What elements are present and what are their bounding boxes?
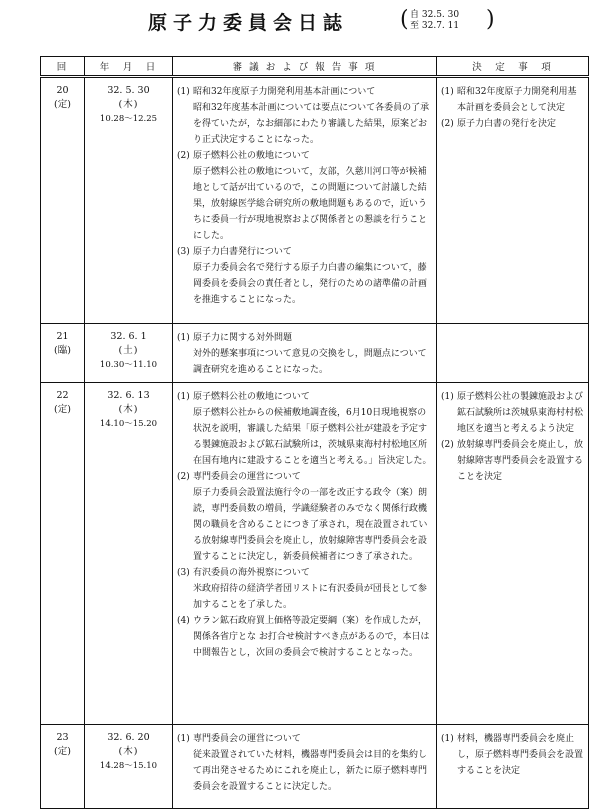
- page-header: 原子力委員会日誌 ( 自 32.5. 30 至 32.7. 11 ): [148, 7, 495, 34]
- matter-body: 原子燃料公社からの候補敷地調査後，6月10日現地視察の状況を説明，審議した結果「原子燃料公社が建設を予定する製錬施設および鉱石試験所は，茨城県東海村村松地区所在国有地内に建設することを適当と考える。」旨決定した。: [193, 408, 432, 466]
- header-session: 回: [41, 57, 85, 77]
- period-from: 32.5. 30: [421, 10, 460, 20]
- matter-item: (2) 原子燃料公社の敷地について: [177, 151, 310, 161]
- matter-body: 原子力委員会名で発行する原子力白書の編集について，藤岡委員を委員会の責任者とし，発行のための諸準備の計画を推進することになった。: [193, 263, 428, 305]
- session-date: 32. 6. 1: [110, 331, 147, 342]
- matter-item: (1) 専門委員会の運営について: [177, 734, 301, 744]
- session-time: 14.10～15.20: [99, 419, 158, 429]
- page-title: 原子力委員会日誌: [148, 12, 349, 34]
- session-cell: [41, 77, 85, 324]
- session-type: (定): [54, 746, 71, 757]
- session-time: 10.30～11.10: [99, 360, 158, 370]
- session-type: (定): [54, 99, 71, 110]
- matters-cell: [173, 324, 437, 383]
- matters-cell: [173, 77, 437, 324]
- session-date: 32. 6. 13: [107, 390, 150, 401]
- date-cell: [85, 725, 173, 809]
- period-to-label: 至: [410, 21, 420, 31]
- session-weekday: (木): [118, 404, 139, 415]
- session-cell: [41, 725, 85, 809]
- decisions-cell: [437, 77, 589, 324]
- session-weekday: (木): [118, 746, 139, 757]
- table-header-row: [41, 57, 589, 77]
- table-row: [41, 77, 589, 324]
- decision-item: (2) 放射線専門委員会を廃止し，放射線障害専門委員会を設置することを決定: [441, 440, 584, 482]
- session-weekday: (木): [118, 99, 139, 110]
- decision-item: (1) 原子燃料公社の製錬施設および鉱石試験所は茨城県東海村村松地区を適当と考えるよう決定: [441, 392, 584, 434]
- session-number: 21: [56, 331, 69, 342]
- decision-item: (2) 原子力白書の発行を決定: [441, 119, 557, 129]
- table-row: [41, 383, 589, 725]
- header-date: 年 月 日: [85, 57, 173, 77]
- header-matters: 審 議 お よ び 報 告 事 項: [173, 57, 437, 77]
- table-row: [41, 725, 589, 809]
- decisions-cell: [437, 324, 589, 383]
- date-cell: [85, 383, 173, 725]
- matter-body: 米政府招待の経済学者団リストに有沢委員が団長として参加することを了承した。: [193, 584, 427, 610]
- diary-table: [40, 56, 589, 809]
- session-time: 10.28～12.25: [99, 114, 158, 124]
- session-time: 14.28～15.10: [99, 761, 158, 771]
- period-to: 32.7. 11: [421, 21, 460, 31]
- decisions-cell: [437, 383, 589, 725]
- session-type: (定): [54, 404, 71, 415]
- matter-item: (1) 昭和32年度原子力開発利用基本計画について: [177, 87, 376, 97]
- date-cell: [85, 324, 173, 383]
- session-cell: [41, 324, 85, 383]
- decisions-cell: [437, 725, 589, 809]
- session-cell: [41, 383, 85, 725]
- period-from-label: 自: [410, 10, 420, 20]
- matter-item: (1) 原子燃料公社の敷地について: [177, 392, 310, 402]
- session-number: 23: [56, 732, 69, 743]
- matter-item: (1) 原子力に関する対外問題: [177, 333, 293, 343]
- matter-body: 従来設置されていた材料，機器専門委員会は目的を集約して再出発させるためにこれを廃止し，新たに原子燃料専門委員会を設置することに決定した。: [193, 750, 428, 792]
- date-cell: [85, 77, 173, 324]
- session-date: 32. 5. 30: [107, 85, 150, 96]
- matter-item: (3) 有沢委員の海外視察について: [177, 568, 310, 578]
- matter-body: 対外的懸案事項について意見の交換をし，問題点について調査研究を進めることになった。: [193, 349, 427, 375]
- header-decisions: 決 定 事 項: [437, 57, 589, 77]
- session-number: 20: [56, 85, 69, 96]
- matter-body: 原子力委員会設置法施行令の一部を改正する政令（案）朗読，専門委員数の増員，学識経験者のみでなく関係行政機関の職員を含めることにつき了承され，現在設置されている放射線専門委員会を廃止し，放射線障害専門委員会を設置することに決定し，新委員候補者につき了承された。: [193, 488, 428, 562]
- matter-item: (2) 専門委員会の運営について: [177, 472, 301, 482]
- session-type: (臨): [54, 345, 71, 356]
- matter-item: (4) ウラン鉱石政府買上価格等設定要綱（案）を作成したが，関係各省庁とな お打合せ検討すべき点があるので，本日は中間報告とし，次回の委員会で検討することとなった。: [177, 616, 430, 658]
- decision-item: (1) 材料，機器専門委員会を廃止し，原子燃料専門委員会を設置することを決定: [441, 734, 584, 776]
- session-date: 32. 6. 20: [107, 732, 150, 743]
- table-row: [41, 324, 589, 383]
- matter-body: 原子燃料公社の敷地について，友部，久慈川河口等が候補地として話が出ているので，この問題について討議した結果，放射線医学総合研究所の敷地問題もあるので，近いうちに委員一行が現地視察および関係者との懇談を行うことにした。: [193, 167, 428, 241]
- matter-body: 昭和32年度基本計画については要点について各委員の了承を得ていたが，なお細部にわたり審議した結果，原案どおり正式決定することになった。: [193, 103, 430, 145]
- matters-cell: [173, 383, 437, 725]
- matters-cell: [173, 725, 437, 809]
- matter-item: (3) 原子力白書発行について: [177, 247, 292, 257]
- decision-item: (1) 昭和32年度原子力開発利用基本計画を委員会として決定: [441, 87, 577, 113]
- session-weekday: (土): [118, 345, 139, 356]
- session-number: 22: [56, 390, 69, 401]
